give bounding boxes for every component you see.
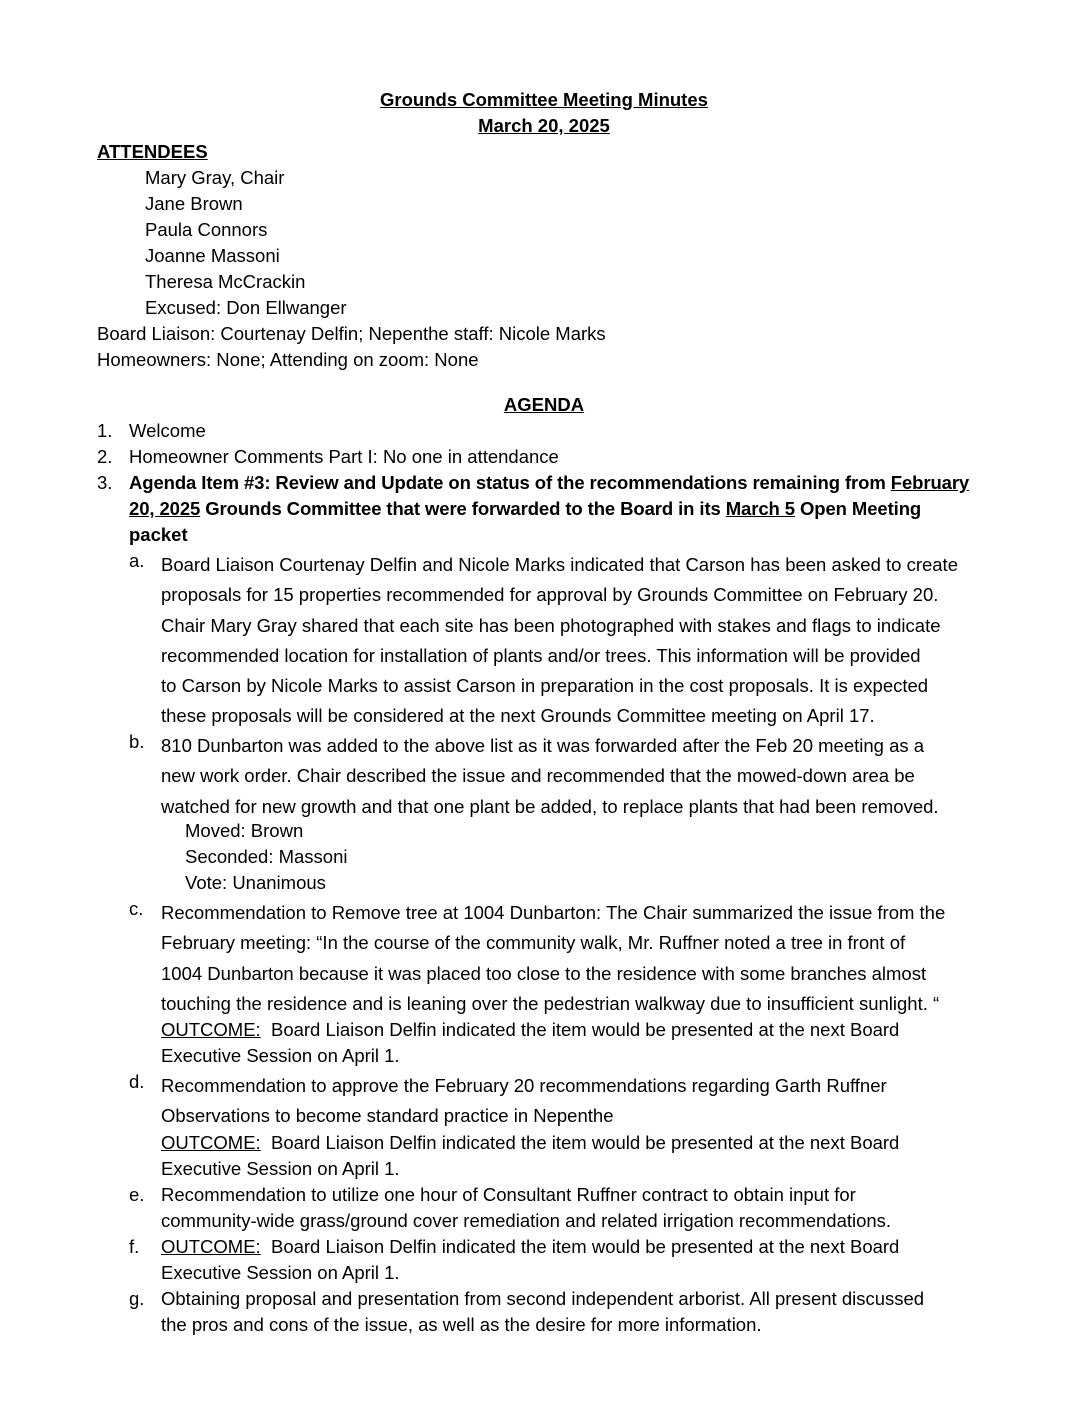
text-line: Obtaining proposal and presentation from second independent arborist. All present discussed	[161, 1288, 925, 1309]
attendees-heading: ATTENDEES	[97, 141, 208, 162]
text-line: Chair Mary Gray shared that each site has been photographed with stakes and flags to indicate	[161, 614, 941, 636]
sub-item-marker: g.	[129, 1288, 145, 1309]
sub-item-marker: d.	[129, 1071, 145, 1092]
sub-item-d-text	[161, 1071, 887, 1132]
excused-attendee: Excused: Don Ellwanger	[145, 297, 347, 318]
sub-item-marker: c.	[129, 898, 144, 919]
text-line: to Carson by Nicole Marks to assist Carson in preparation in the cost proposals. It is expected	[161, 675, 929, 697]
outcome-label: OUTCOME:	[161, 1236, 261, 1257]
outcome-line: Executive Session on April 1.	[161, 1158, 400, 1179]
agenda-item-homeowner-comments: Homeowner Comments Part I: No one in attendance	[129, 446, 559, 467]
agenda-item-3-date-link: February	[890, 472, 970, 493]
outcome-line: Executive Session on April 1.	[161, 1262, 400, 1283]
text-line: watched for new growth and that one plant be added, to replace plants that had been removed.	[161, 795, 939, 817]
text-line: community-wide grass/ground cover remediation and related irrigation recommendations.	[161, 1210, 892, 1231]
agenda-item-number: 3.	[97, 472, 113, 493]
agenda-item-3-date-link: 20, 2025	[129, 498, 201, 519]
text-line: Recommendation to approve the February 20 recommendations regarding Garth Ruffner	[161, 1075, 887, 1096]
text-line: recommended location for installation of plants and/or trees. This information will be provided	[161, 644, 921, 666]
sub-item-marker: a.	[129, 550, 145, 571]
outcome-text: Board Liaison Delfin indicated the item would be presented at the next Board	[260, 1019, 900, 1040]
sub-item-b-text	[161, 731, 939, 822]
text-line: 1004 Dunbarton because it was placed too close to the residence with some branches almost	[161, 962, 927, 984]
outcome-line	[161, 1132, 899, 1154]
attendee: Jane Brown	[145, 193, 243, 214]
agenda-item-number: 1.	[97, 420, 113, 441]
agenda-item-3-text: Grounds Committee that were forwarded to the Board in its	[200, 498, 726, 519]
text-line: these proposals will be considered at the next Grounds Committee meeting on April 17.	[161, 705, 875, 727]
agenda-item-3-meeting-link: March 5	[725, 498, 795, 519]
agenda-item-welcome: Welcome	[129, 420, 206, 441]
outcome-line: Executive Session on April 1.	[161, 1045, 400, 1066]
text-line: Board Liaison Courtenay Delfin and Nicole Marks indicated that Carson has been asked to create	[161, 554, 958, 575]
meeting-date: March 20, 2025	[478, 115, 610, 136]
attendee: Theresa McCrackin	[145, 271, 306, 292]
agenda-heading: AGENDA	[503, 394, 585, 415]
outcome-text: Board Liaison Delfin indicated the item would be presented at the next Board	[260, 1236, 900, 1257]
homeowners-line: Homeowners: None; Attending on zoom: None	[97, 349, 479, 370]
attendee: Mary Gray, Chair	[145, 167, 285, 188]
text-line: 810 Dunbarton was added to the above list as it was forwarded after the Feb 20 meeting as a	[161, 735, 925, 756]
text-line: proposals for 15 properties recommended for approval by Grounds Committee on February 20.	[161, 584, 939, 606]
motion-vote: Vote: Unanimous	[185, 872, 326, 893]
outcome-line	[161, 1019, 899, 1041]
outcome-line	[161, 1236, 899, 1258]
agenda-item-3-line	[129, 498, 921, 520]
outcome-label: OUTCOME:	[161, 1132, 261, 1153]
motion-moved: Moved: Brown	[185, 820, 304, 841]
agenda-item-3-line	[129, 472, 969, 494]
agenda-item-3-text: Agenda Item #3: Review and Update on status of the recommendations remaining from	[129, 472, 891, 493]
sub-item-marker: b.	[129, 731, 145, 752]
outcome-label: OUTCOME:	[161, 1019, 261, 1040]
sub-item-marker: f.	[129, 1236, 140, 1257]
liaison-line: Board Liaison: Courtenay Delfin; Nepenthe staff: Nicole Marks	[97, 323, 606, 344]
text-line: February meeting: “In the course of the community walk, Mr. Ruffner noted a tree in front of	[161, 932, 906, 954]
text-line: touching the residence and is leaning over the pedestrian walkway due to insufficient sunlight. “	[161, 992, 940, 1014]
sub-item-a-text	[161, 550, 958, 732]
agenda-item-number: 2.	[97, 446, 113, 467]
sub-item-marker: e.	[129, 1184, 145, 1205]
agenda-item-3-text: Open Meeting	[794, 498, 922, 519]
text-line: new work order. Chair described the issue and recommended that the mowed-down area be	[161, 765, 915, 787]
text-line: Recommendation to utilize one hour of Consultant Ruffner contract to obtain input for	[161, 1184, 856, 1205]
document-title: Grounds Committee Meeting Minutes	[380, 89, 708, 110]
agenda-item-3-line: packet	[129, 524, 188, 545]
attendee: Paula Connors	[145, 219, 268, 240]
attendee: Joanne Massoni	[145, 245, 280, 266]
text-line: the pros and cons of the issue, as well as the desire for more information.	[161, 1314, 762, 1335]
text-line: Recommendation to Remove tree at 1004 Dunbarton: The Chair summarized the issue from the	[161, 902, 946, 923]
text-line: Observations to become standard practice in Nepenthe	[161, 1105, 614, 1127]
sub-item-c-text	[161, 898, 945, 1019]
outcome-text: Board Liaison Delfin indicated the item would be presented at the next Board	[260, 1132, 900, 1153]
motion-seconded: Seconded: Massoni	[185, 846, 348, 867]
